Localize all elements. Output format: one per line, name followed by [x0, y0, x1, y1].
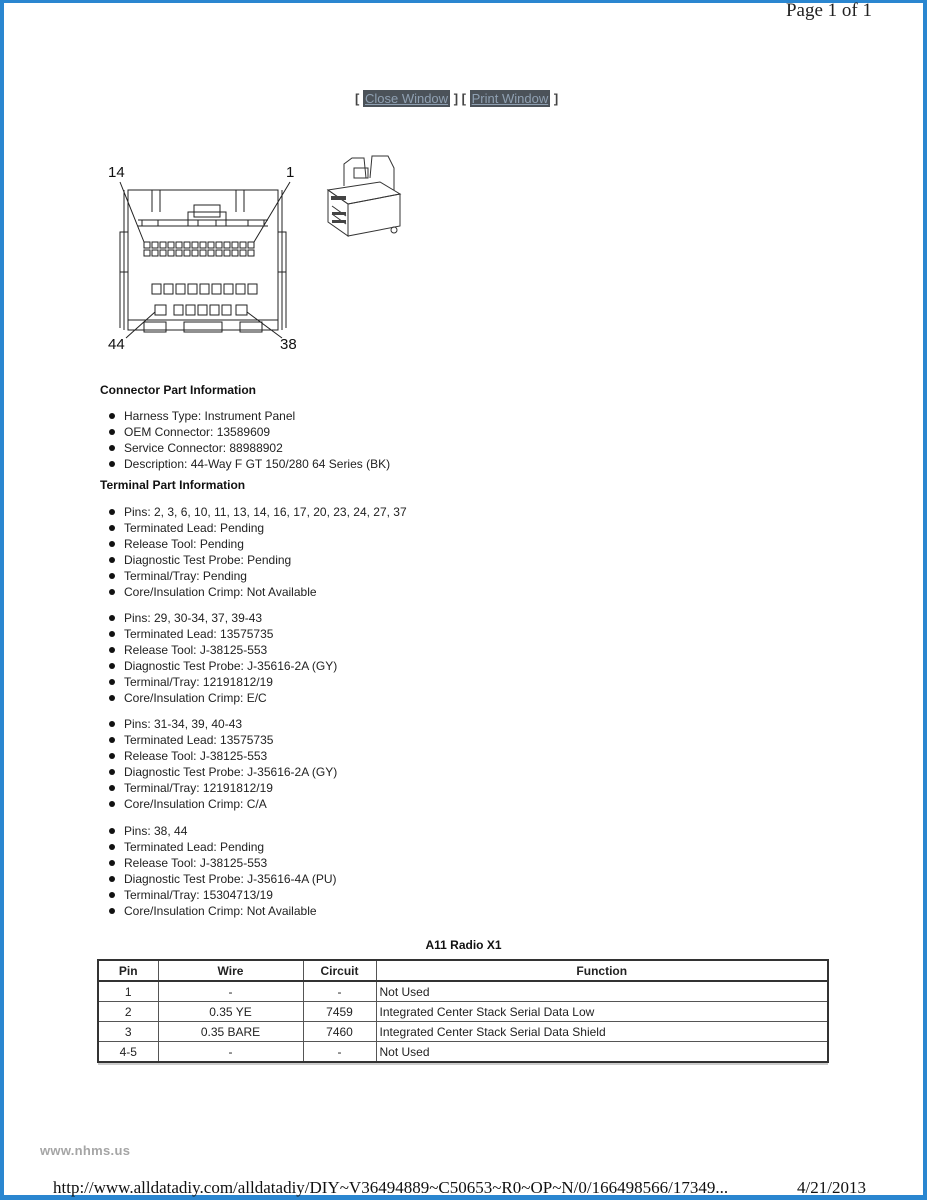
column-header-function: Function	[376, 960, 828, 981]
page-indicator: Page 1 of 1	[785, 0, 872, 21]
list-item: Terminated Lead: 13575735	[108, 732, 337, 748]
list-item: Service Connector: 88988902	[108, 440, 390, 456]
list-item: Pins: 2, 3, 6, 10, 11, 13, 14, 16, 17, 20, 23, 24, 27, 37	[108, 504, 407, 520]
connector-face-diagram	[100, 160, 310, 360]
connector-info-list	[108, 408, 390, 472]
print-window-link[interactable]: Print Window	[471, 91, 549, 106]
wire-cell: 0.35 YE	[158, 1002, 303, 1022]
pin-cell: 2	[98, 1002, 158, 1022]
list-item: Core/Insulation Crimp: Not Available	[108, 903, 337, 919]
list-item: Diagnostic Test Probe: J-35616-4A (PU)	[108, 871, 337, 887]
window-links	[355, 91, 558, 106]
list-item: Pins: 29, 30-34, 37, 39-43	[108, 610, 337, 626]
list-item: Pins: 38, 44	[108, 823, 337, 839]
pin-table	[97, 959, 829, 1063]
footer-date: 4/21/2013	[797, 1178, 866, 1197]
pin-cell: 1	[98, 981, 158, 1002]
list-item: Diagnostic Test Probe: J-35616-2A (GY)	[108, 764, 337, 780]
pin-cell: 3	[98, 1022, 158, 1042]
list-item: OEM Connector: 13589609	[108, 424, 390, 440]
pin-table-title: A11 Radio X1	[425, 938, 502, 952]
pin-cell: 4-5	[98, 1042, 158, 1063]
pin-label-1: 1	[286, 164, 295, 181]
wire-cell: -	[158, 981, 303, 1002]
wire-cell: 0.35 BARE	[158, 1022, 303, 1042]
list-item: Core/Insulation Crimp: E/C	[108, 690, 337, 706]
watermark: www.nhms.us	[40, 1143, 131, 1158]
table-header-row	[98, 960, 828, 981]
terminal-group-3	[108, 716, 337, 812]
list-item: Release Tool: J-38125-553	[108, 642, 337, 658]
circuit-cell: -	[303, 981, 376, 1002]
list-item: Terminated Lead: 13575735	[108, 626, 337, 642]
bracket: ]	[553, 91, 559, 106]
list-item: Terminal/Tray: 15304713/19	[108, 887, 337, 903]
column-header-pin: Pin	[98, 960, 158, 981]
pin-label-44: 44	[108, 336, 125, 353]
circuit-cell: 7459	[303, 1002, 376, 1022]
wire-cell: -	[158, 1042, 303, 1063]
list-item: Release Tool: J-38125-553	[108, 748, 337, 764]
list-item: Terminated Lead: Pending	[108, 520, 407, 536]
close-window-link[interactable]: Close Window	[364, 91, 449, 106]
list-item: Diagnostic Test Probe: J-35616-2A (GY)	[108, 658, 337, 674]
pin-label-14: 14	[108, 164, 125, 181]
list-item: Terminal/Tray: 12191812/19	[108, 674, 337, 690]
list-item: Release Tool: Pending	[108, 536, 407, 552]
function-cell: Integrated Center Stack Serial Data Shield	[376, 1022, 828, 1042]
terminal-group-1	[108, 504, 407, 600]
pin-label-38: 38	[280, 336, 297, 353]
circuit-cell: -	[303, 1042, 376, 1063]
terminal-info-title: Terminal Part Information	[100, 478, 246, 492]
list-item: Pins: 31-34, 39, 40-43	[108, 716, 337, 732]
circuit-cell: 7460	[303, 1022, 376, 1042]
footer-url: http://www.alldatadiy.com/alldatadiy/DIY~V36494889~C50653~R0~OP~N/0/166498566/17349...	[53, 1178, 729, 1197]
list-item: Core/Insulation Crimp: C/A	[108, 796, 337, 812]
terminal-group-2	[108, 610, 337, 706]
terminal-group-4	[108, 823, 337, 919]
list-item: Terminal/Tray: 12191812/19	[108, 780, 337, 796]
bracket: ]	[453, 91, 459, 106]
list-item: Terminal/Tray: Pending	[108, 568, 407, 584]
function-cell: Not Used	[376, 981, 828, 1002]
bracket: [	[461, 91, 466, 106]
connector-isometric-image	[318, 150, 413, 245]
bracket: [	[355, 91, 360, 106]
column-header-wire: Wire	[158, 960, 303, 981]
table-row	[98, 1002, 828, 1022]
list-item: Core/Insulation Crimp: Not Available	[108, 584, 407, 600]
list-item: Harness Type: Instrument Panel	[108, 408, 390, 424]
list-item: Description: 44-Way F GT 150/280 64 Series (BK)	[108, 456, 390, 472]
table-row	[98, 1022, 828, 1042]
list-item: Diagnostic Test Probe: Pending	[108, 552, 407, 568]
table-row	[98, 981, 828, 1002]
table-row	[98, 1042, 828, 1063]
function-cell: Not Used	[376, 1042, 828, 1063]
list-item: Release Tool: J-38125-553	[108, 855, 337, 871]
function-cell: Integrated Center Stack Serial Data Low	[376, 1002, 828, 1022]
list-item: Terminated Lead: Pending	[108, 839, 337, 855]
connector-info-title: Connector Part Information	[100, 383, 257, 397]
column-header-circuit: Circuit	[303, 960, 376, 981]
